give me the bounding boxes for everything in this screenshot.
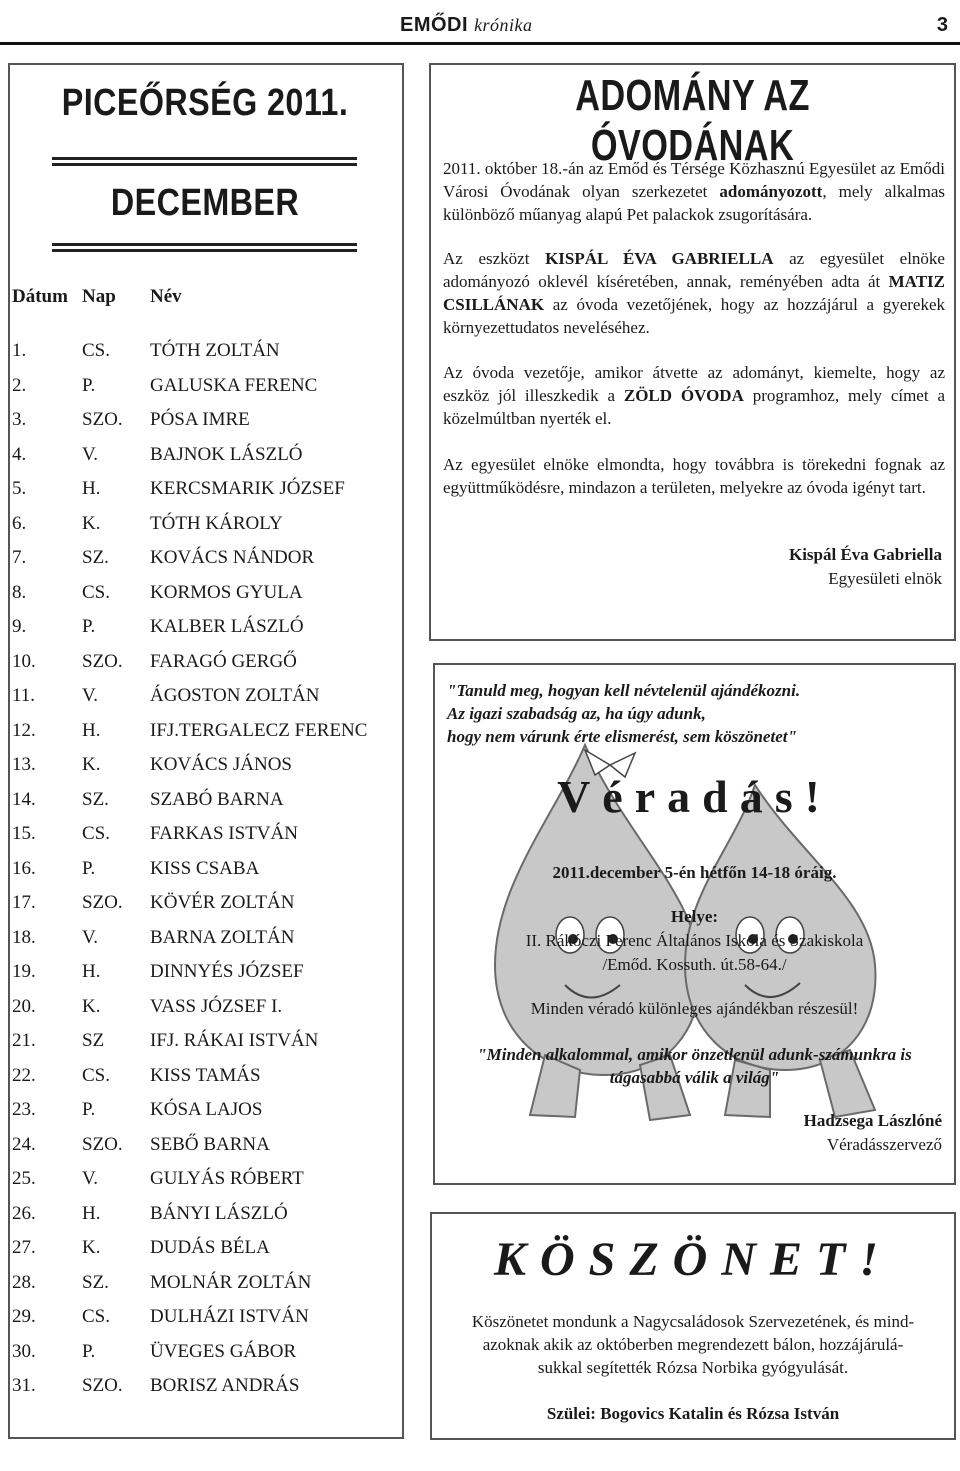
roster-date: 16. (12, 857, 36, 879)
roster-row (12, 892, 402, 927)
donation-quote-line-2: Az igazi szabadság az, ha úgy adunk, (447, 704, 706, 723)
roster-row (12, 927, 402, 962)
roster-date: 17. (12, 892, 36, 913)
p2-text-end: az óvoda vezetőjének, hogy az hozzájárul a gyerekek környezettudatos neveléséhez. (443, 295, 945, 337)
roster-date: 13. (12, 754, 36, 775)
roster-name: SZABÓ BARNA (150, 788, 284, 810)
page-number: 3 (936, 14, 948, 36)
roster-day: SZ (82, 1030, 105, 1051)
roster-date: 29. (12, 1306, 36, 1327)
roster-row (12, 789, 402, 824)
roster-name: IFJ.TERGALECZ FERENC (150, 719, 368, 741)
roster-date: 9. (12, 616, 27, 637)
title-divider-top (52, 157, 357, 167)
roster-row (12, 1375, 402, 1410)
roster-name: ÜVEGES GÁBOR (150, 1340, 297, 1362)
roster-name: FARAGÓ GERGŐ (150, 650, 297, 672)
roster-list (12, 340, 402, 1410)
roster-date: 3. (12, 409, 27, 430)
roster-day: H. (82, 478, 101, 499)
roster-date: 4. (12, 443, 27, 465)
roster-day: P. (82, 1099, 96, 1120)
roster-day: SZ. (82, 1271, 109, 1293)
donation-date: 2011.december 5-én hétfőn 14-18 óráig. (552, 863, 837, 882)
roster-day: H. (82, 961, 101, 982)
roster-date: 28. (12, 1271, 36, 1293)
roster-name: DULHÁZI ISTVÁN (150, 1306, 309, 1327)
donation-quote-line-1: "Tanuld meg, hogyan kell névtelenül ajándékozni. (447, 681, 801, 700)
donation-place-line-2: /Emőd. Kossuth. út.58-64./ (602, 955, 787, 974)
roster-row (12, 1203, 402, 1238)
p1-text: 2011. október 18.-án az Emőd és Térsége Közhasznú Egyesület az Emődi Városi Óvodának olyan szerkezetet (443, 159, 945, 201)
roster-row (12, 1168, 402, 1203)
roster-day: P. (82, 616, 96, 637)
p1-bold: adományozott (719, 182, 823, 201)
header-rule (0, 42, 960, 45)
roster-name: BORISZ ANDRÁS (150, 1375, 300, 1396)
donation-article (429, 63, 956, 641)
roster-day: V. (82, 1168, 99, 1189)
roster-name: DINNYÉS JÓZSEF (150, 961, 304, 982)
roster-name: SEBŐ BARNA (150, 1133, 270, 1155)
p2-bold-name: KISPÁL ÉVA GABRIELLA (545, 249, 774, 268)
roster-name: BAJNOK LÁSZLÓ (150, 443, 303, 465)
p2-bold-name-2: MATIZ CSILLÁNAK (443, 272, 945, 314)
roster-row (12, 961, 402, 996)
roster-date: 23. (12, 1099, 36, 1120)
roster-date: 26. (12, 1202, 36, 1224)
roster-day: CS. (82, 823, 110, 844)
roster-name: KERCSMARIK JÓZSEF (150, 478, 345, 499)
roster-month: DECEMBER (110, 182, 300, 224)
roster-day: CS. (82, 1064, 110, 1086)
roster-date: 5. (12, 478, 27, 499)
publication-title (400, 14, 533, 37)
roster-row (12, 478, 402, 513)
roster-day: SZO. (82, 409, 123, 430)
roster-row (12, 1065, 402, 1100)
roster-date: 22. (12, 1064, 36, 1086)
article-paragraph-4: Az egyesület elnöke elmondta, hogy továbbra is törekedni fognak az együttműködésre, mindazon a területen, melyekre az óvoda igényt tart. (443, 455, 945, 497)
roster-date: 24. (12, 1133, 36, 1155)
roster-row (12, 1272, 402, 1307)
roster-date: 10. (12, 650, 36, 672)
thanks-title: KÖSZÖNET! (493, 1233, 893, 1286)
roster-row (12, 1134, 402, 1169)
roster-name: GULYÁS RÓBERT (150, 1168, 304, 1189)
blood-donation-title: Véradás! (557, 771, 832, 822)
roster-day: H. (82, 719, 101, 741)
roster-date: 6. (12, 512, 27, 534)
roster-day: CS. (82, 1306, 110, 1327)
donation-quote-line-5: tágasabbá válik a világ" (609, 1068, 780, 1087)
brand-name: EMŐDI (400, 14, 469, 36)
roster-date: 30. (12, 1340, 36, 1362)
roster-day: K. (82, 754, 101, 775)
title-divider-bottom (52, 243, 357, 253)
roster-row (12, 1237, 402, 1272)
roster-row (12, 513, 402, 548)
roster-day: V. (82, 926, 99, 948)
donation-quote-line-4: "Minden alkalommal, amikor önzetlenül adunk-számunkra is (477, 1045, 912, 1064)
article-paragraph-3 (443, 361, 945, 430)
donation-place-line-1: II. Rákóczi Ferenc Általános Iskola és Szakiskola (525, 931, 864, 950)
roster-name: KALBER LÁSZLÓ (150, 616, 304, 637)
p3-text: Az óvoda vezetője, amikor átvette az adományt, kiemelte, hogy az eszköz jól illeszkedik a (443, 363, 945, 405)
roster-name: GALUSKA FERENC (150, 374, 318, 396)
roster-day: P. (82, 1340, 96, 1362)
roster-date: 20. (12, 995, 36, 1017)
roster-day: K. (82, 1237, 101, 1258)
roster-day: V. (82, 443, 99, 465)
roster-row (12, 996, 402, 1031)
article-title: ADOMÁNY AZ ÓVODÁNAK (575, 71, 810, 170)
roster-date: 8. (12, 581, 27, 603)
roster-day: SZO. (82, 892, 123, 913)
p3-text-end: programhoz, mely címet a közelmúltban nyerték el. (443, 386, 945, 428)
thanks-box (430, 1212, 956, 1440)
p2-text-mid: az egyesület elnöke adományozó oklevél kíséretében, annak, reményében adta át (443, 249, 945, 291)
roster-date: 14. (12, 788, 36, 810)
roster-day: SZ. (82, 547, 109, 568)
roster-name: KÓSA LAJOS (150, 1099, 263, 1120)
article-paragraph-1 (443, 157, 945, 226)
roster-row (12, 1341, 402, 1376)
roster-name: KISS TAMÁS (150, 1064, 261, 1086)
roster-name: KOVÁCS JÁNOS (150, 754, 292, 775)
thanks-line-1: Köszönetet mondunk a Nagycsaládosok Szervezetének, és mind- (471, 1312, 915, 1331)
roster-name: MOLNÁR ZOLTÁN (150, 1271, 312, 1293)
roster-name: BÁNYI LÁSZLÓ (150, 1202, 288, 1224)
p1-text-end: , mely alkalmas különböző műanyag alapú Pet palackok zsugorítására. (443, 182, 945, 224)
roster-day: K. (82, 995, 101, 1017)
roster-name: KISS CSABA (150, 857, 260, 879)
roster-day: SZO. (82, 1375, 123, 1396)
roster-date: 18. (12, 926, 36, 948)
roster-row (12, 754, 402, 789)
column-header-day: Nap (82, 286, 116, 307)
roster-day: CS. (82, 581, 110, 603)
roster-title: PICEŐRSÉG 2011. (61, 82, 349, 124)
roster-name: VASS JÓZSEF I. (150, 995, 283, 1017)
roster-date: 31. (12, 1375, 36, 1396)
roster-date: 27. (12, 1237, 36, 1258)
roster-date: 15. (12, 823, 36, 844)
roster-name: ÁGOSTON ZOLTÁN (150, 685, 320, 706)
roster-name: TÓTH ZOLTÁN (150, 340, 280, 361)
roster-name: PÓSA IMRE (150, 409, 250, 430)
roster-date: 1. (12, 340, 27, 361)
roster-row (12, 858, 402, 893)
roster-name: KORMOS GYULA (150, 581, 303, 603)
donation-gift-note: Minden véradó különleges ajándékban részesül! (530, 999, 859, 1018)
donation-quote-line-3: hogy nem várunk érte elismerést, sem köszönetet" (447, 727, 797, 746)
roster-name: FARKAS ISTVÁN (150, 823, 298, 844)
roster-row (12, 1030, 402, 1065)
roster-date: 2. (12, 374, 27, 396)
roster-row (12, 823, 402, 858)
donation-signature-name: Hadzsega Lászlóné (803, 1111, 942, 1130)
roster-row (12, 340, 402, 375)
page-header (0, 0, 960, 46)
p2-text: Az eszközt (443, 249, 546, 268)
roster-day: P. (82, 857, 96, 879)
roster-row (12, 444, 402, 479)
thanks-line-3: sukkal segítették Rózsa Norbika gyógyulását. (537, 1358, 849, 1377)
roster-date: 25. (12, 1168, 36, 1189)
roster-row (12, 685, 402, 720)
roster-name: KOVÁCS NÁNDOR (150, 547, 315, 568)
donation-place-label: Helye: (670, 907, 719, 926)
roster-date: 11. (12, 685, 36, 706)
column-header-name: Név (150, 286, 182, 307)
roster-row (12, 1099, 402, 1134)
roster-date: 21. (12, 1030, 36, 1051)
article-signature-name: Kispál Éva Gabriella (788, 545, 942, 564)
roster-day: K. (82, 512, 101, 534)
roster-day: V. (82, 685, 99, 706)
brand-subtitle: krónika (474, 15, 533, 35)
roster-name: DUDÁS BÉLA (150, 1237, 270, 1258)
roster-row (12, 375, 402, 410)
roster-row (12, 720, 402, 755)
roster-row (12, 651, 402, 686)
roster-day: CS. (82, 340, 110, 361)
roster-day: SZO. (82, 650, 123, 672)
roster-date: 7. (12, 547, 27, 568)
roster-name: TÓTH KÁROLY (150, 512, 283, 534)
p3-bold: ZÖLD ÓVODA (623, 386, 744, 405)
roster-day: SZO. (82, 1133, 123, 1155)
roster-row (12, 616, 402, 651)
blood-donation-box (433, 663, 956, 1185)
article-paragraph-2 (443, 247, 945, 339)
roster-date: 19. (12, 961, 36, 982)
column-header-date: Dátum (12, 286, 68, 307)
roster-row (12, 582, 402, 617)
roster-date: 12. (12, 719, 36, 741)
roster-name: IFJ. RÁKAI ISTVÁN (150, 1030, 319, 1051)
roster-day: P. (82, 374, 96, 396)
donation-signature-role: Véradásszervező (826, 1135, 942, 1154)
roster-row (12, 409, 402, 444)
roster-name: KÖVÉR ZOLTÁN (150, 892, 295, 913)
roster-day: SZ. (82, 788, 109, 810)
roster-row (12, 1306, 402, 1341)
roster-name: BARNA ZOLTÁN (150, 926, 295, 948)
roster-day: H. (82, 1202, 101, 1224)
article-signature-role: Egyesületi elnök (828, 569, 942, 588)
thanks-parents: Szülei: Bogovics Katalin és Rózsa István (546, 1404, 840, 1423)
roster-row (12, 547, 402, 582)
thanks-line-2: azoknak akik az októberben megrendezett bálon, hozzájárulá- (482, 1335, 904, 1354)
